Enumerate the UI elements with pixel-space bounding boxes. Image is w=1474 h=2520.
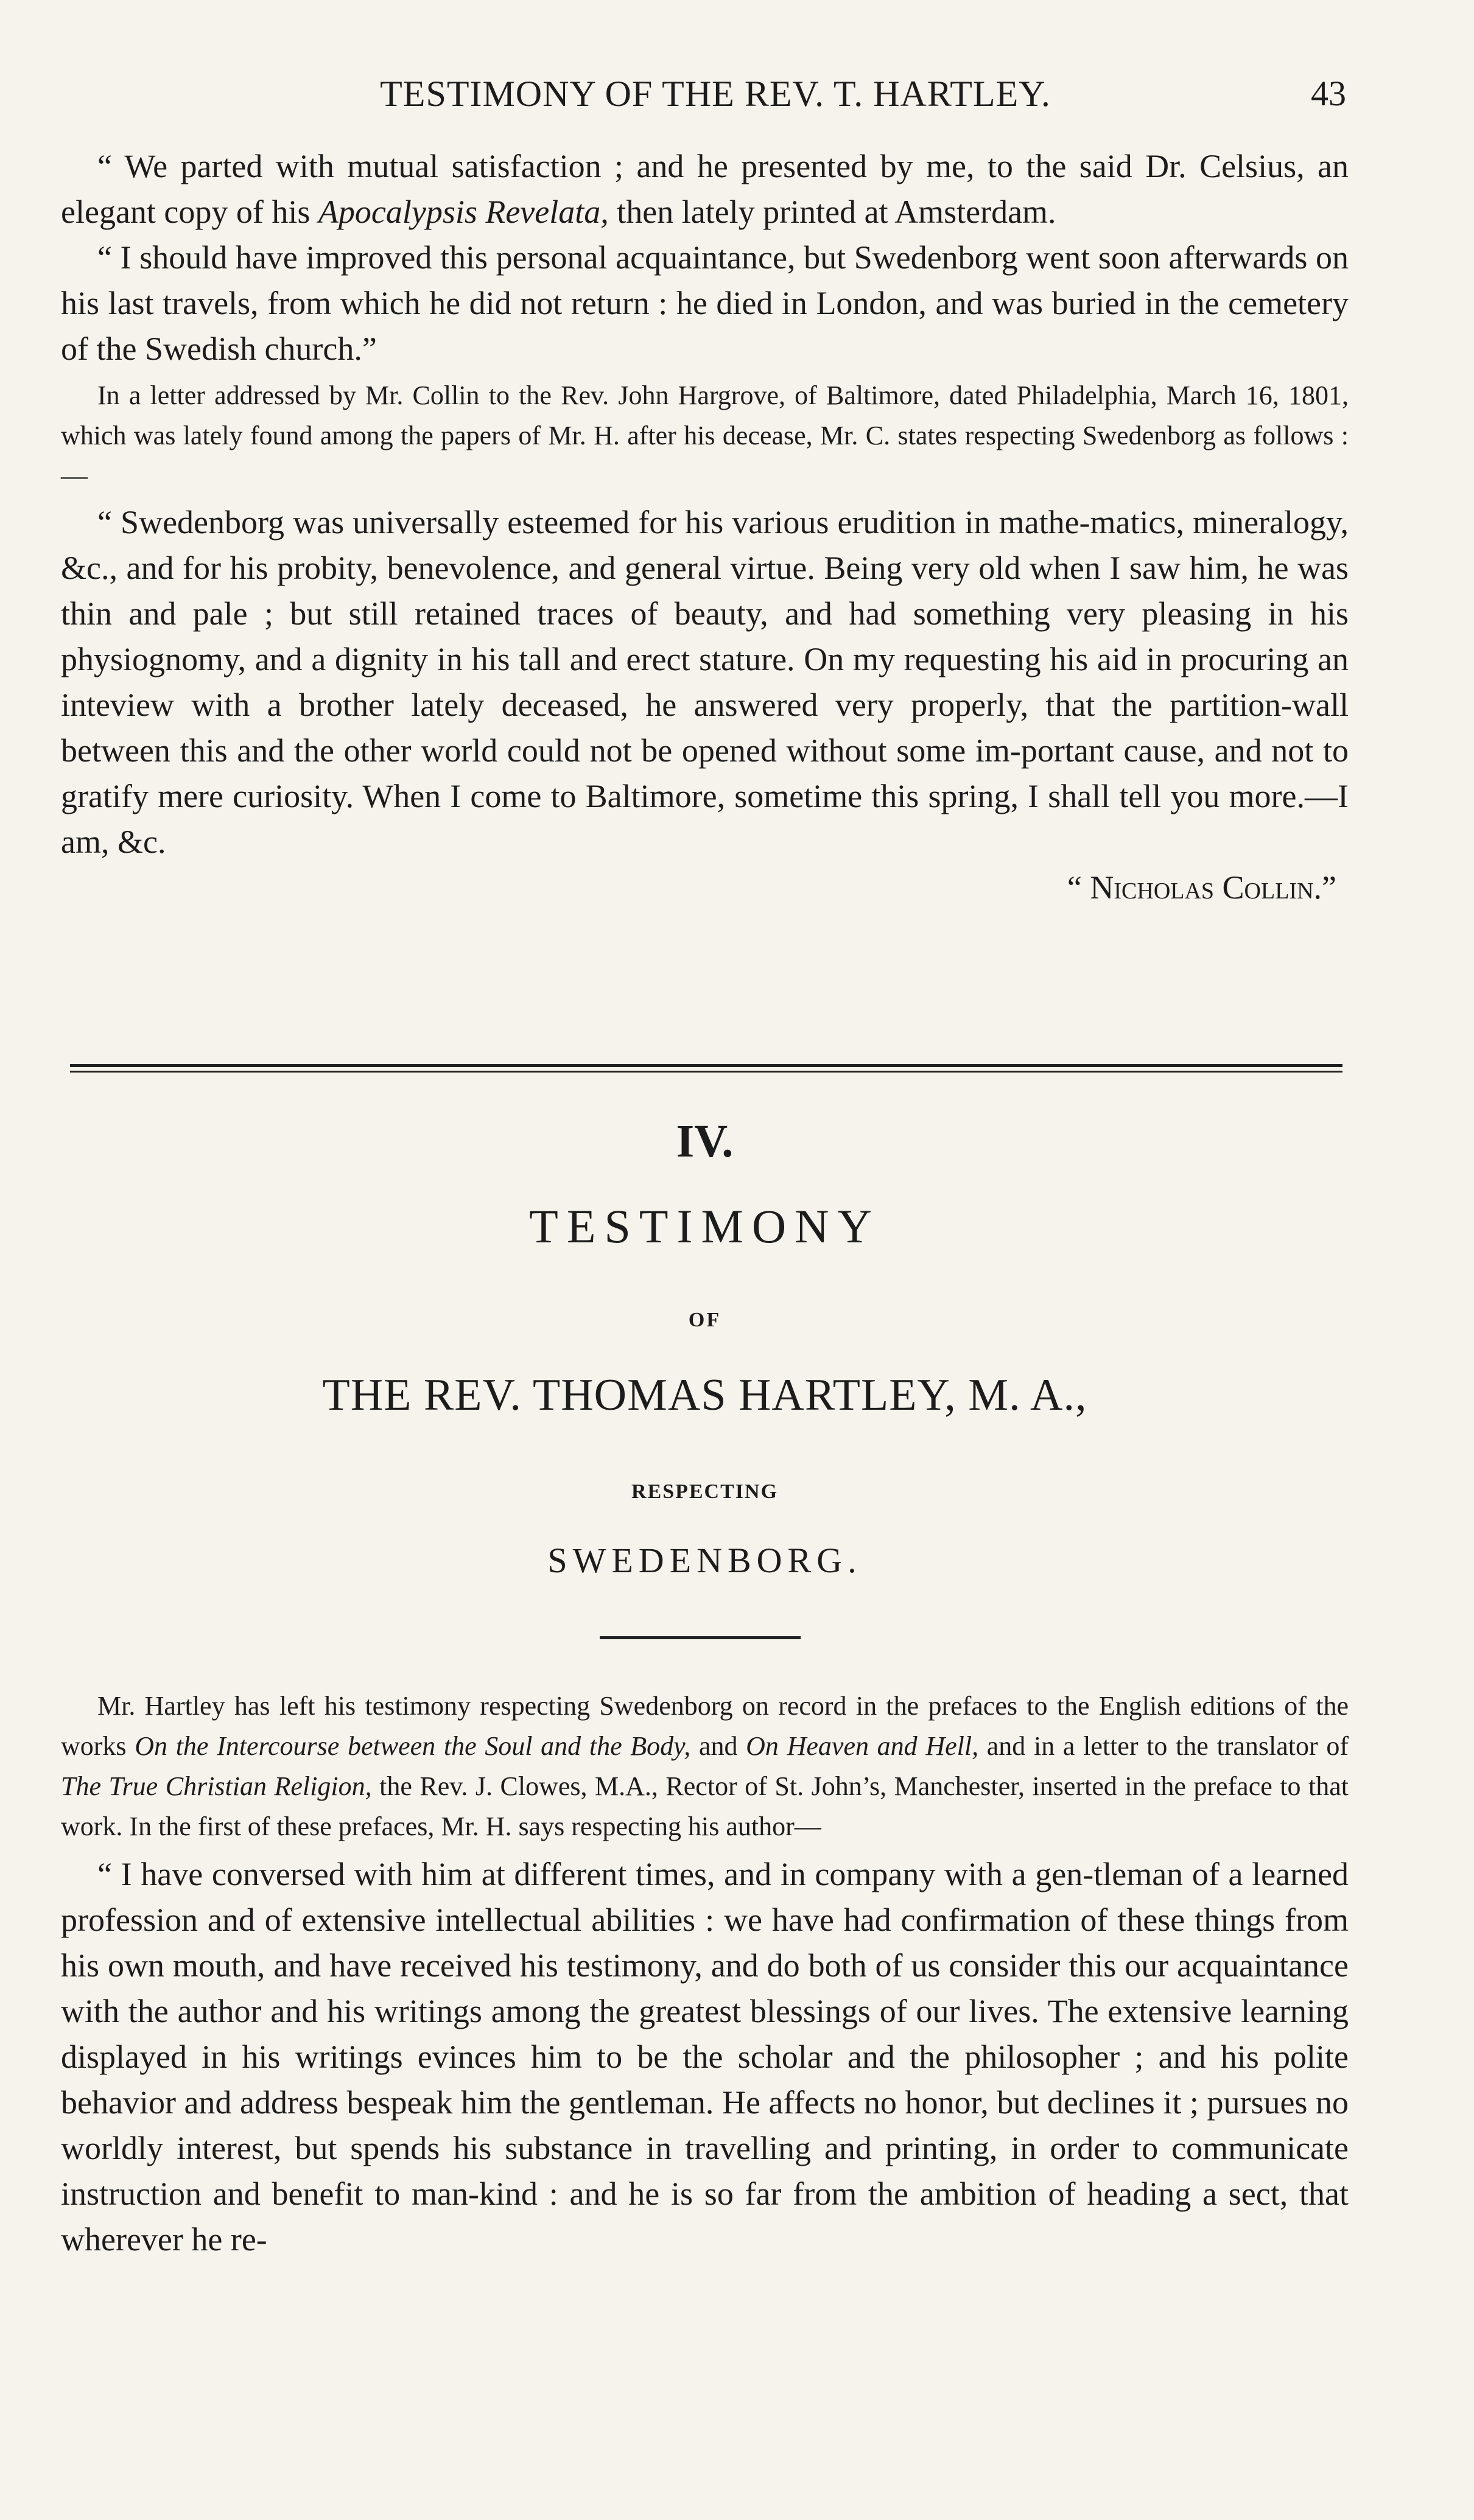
paragraph-hartley-quote: “ I have conversed with him at different times, and in company with a gen-tleman of a learned profession and of extensive intellectual abilities : we have had confirmation of these things from his own mouth, and have received his testimony, and do both of us consider this our acquaintance with the author and his writings among the greatest blessings of our lives. The extensive learning displayed in his writings evinces him to be the scholar and the philosopher ; and his polite behavior and address bespeak him the gentleman. He affects no honor, but declines it ; pursues no worldly interest, but spends his substance in travelling and printing, in order to communicate instruction and benefit to man-kind : and he is so far from the ambition of heading a sect, that wherever he re- [61, 1856, 1349, 2258]
apocalypsis-title: Apocalypsis Revelata, [318, 194, 609, 230]
section-title: TESTIMONY [529, 1200, 880, 1253]
section-subject: THE REV. THOMAS HARTLEY, M. A., [322, 1370, 1087, 1420]
paragraph-travels: “ I should have improved this personal acquaintance, but Swedenborg went soon afterwards on his last travels, from which he did not return : he died in London, and was buried in the cemetery of the Swedish church.” [61, 239, 1349, 367]
section-respecting: RESPECTING [631, 1480, 779, 1503]
paragraph-collin-letter: In a letter addressed by Mr. Collin to the Rev. John Hargrove, of Baltimore, dated Philadelphia, March 16, 1801, which was lately found among the papers of Mr. H. after his decease, Mr. C. states respecting Swedenborg as follows :— [61, 380, 1349, 491]
bottom-text-block [61, 1686, 1349, 2263]
paragraph-celsius-end: then lately printed at Amsterdam. [608, 194, 1056, 230]
top-text-block [61, 144, 1349, 911]
heaven-hell-title: On Heaven and Hell, [746, 1731, 979, 1761]
hartley-intro-b: and [690, 1731, 746, 1761]
title-underline-rule [600, 1636, 801, 1639]
signature-nicholas-collin: “ Nicholas Collin.” [1067, 869, 1336, 906]
paragraph-hartley-intro [61, 1686, 1349, 1847]
section-divider-rule [70, 1064, 1342, 1073]
hartley-intro-a: Mr. Hartley has left his testimony respecting Swedenborg on record in the prefaces to the English editions of the works [61, 1691, 1349, 1761]
section-number: IV. [676, 1116, 734, 1167]
page-number: 43 [1311, 74, 1346, 113]
paragraph-celsius-text: “ We parted with mutual satisfaction ; and he presented by me, to the said Dr. Celsius, an elegant copy of his [61, 148, 1349, 230]
section-name: SWEDENBORG. [547, 1541, 862, 1580]
true-christian-title: The True Christian Religion, [61, 1771, 372, 1801]
paragraph-collin-quote: “ Swedenborg was universally esteemed for his various erudition in mathe-matics, mineralogy, &c., and for his probity, benevolence, and general virtue. Being very old when I saw him, he was thin and pale ; but still retained traces of beauty, and had something very pleasing in his physiognomy, and a dignity in his tall and erect stature. On my requesting his aid in procuring an inteview with a brother lately deceased, he answered very properly, that the partition-wall between this and the other world could not be opened without some im-portant cause, and not to gratify mere curiosity. When I come to Baltimore, sometime this spring, I shall tell you more.—I am, &c. [61, 504, 1349, 860]
paragraph-celsius [61, 144, 1349, 235]
intercourse-title: On the Intercourse between the Soul and the Body, [135, 1731, 691, 1761]
hartley-intro-c: and in a letter to the translator of [978, 1731, 1349, 1761]
hartley-intro-d: the Rev. J. Clowes, M.A., Rector of St. John’s, Manchester, inserted in the preface to that work. In the first of these prefaces, Mr. H. says respecting his author— [61, 1771, 1349, 1841]
running-head: TESTIMONY OF THE REV. T. HARTLEY. [380, 74, 1051, 114]
section-of: OF [688, 1309, 721, 1331]
